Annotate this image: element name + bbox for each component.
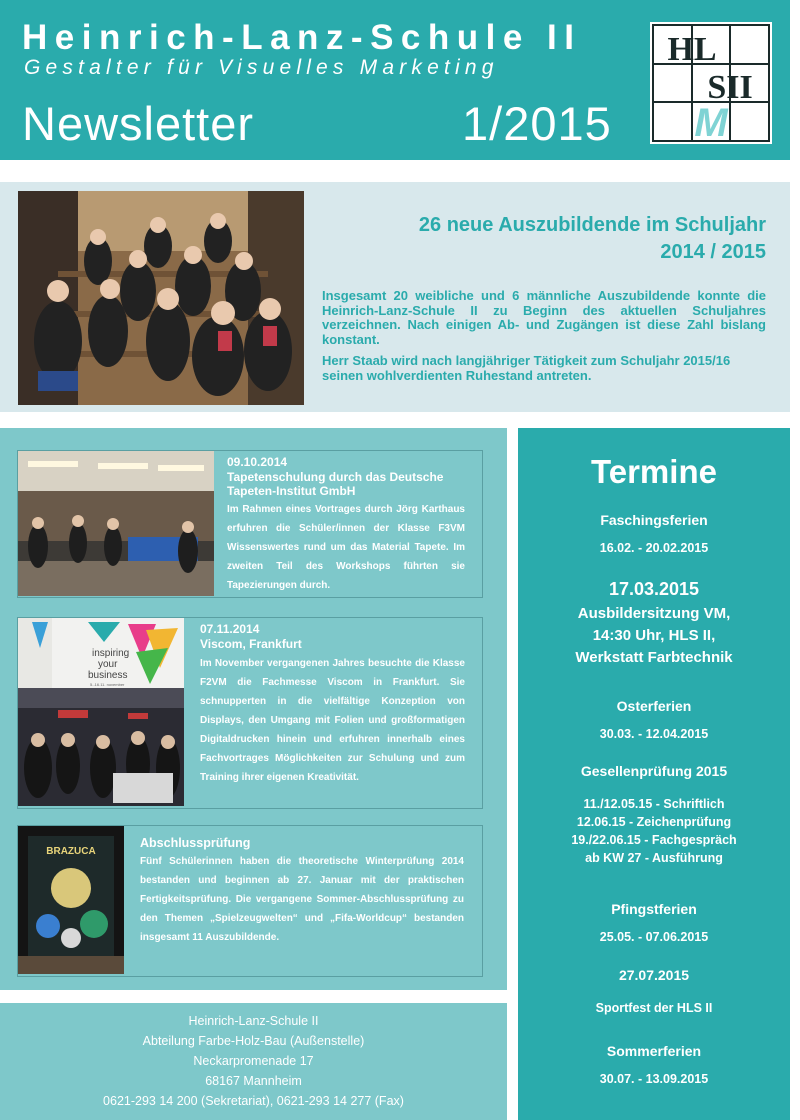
footer-street: Neckarpromenade 17 bbox=[193, 1054, 314, 1068]
termin-sportfest-date: 27.07.2015 bbox=[618, 967, 690, 983]
news-title-2: Viscom, Frankfurt bbox=[200, 637, 302, 651]
school-logo bbox=[650, 22, 772, 144]
viscom-fair-photo bbox=[18, 688, 184, 806]
termin-pfingstferien-label: Pfingstferien bbox=[611, 901, 697, 917]
gesellenpruefung-item-3: 19./22.06.15 - Fachgespräch bbox=[571, 833, 737, 847]
gesellenpruefung-item-1: 11./12.05.15 - Schriftlich bbox=[583, 797, 725, 811]
brazuca-text: BRAZUCA bbox=[46, 846, 96, 857]
termin-faschingsferien-label: Faschingsferien bbox=[600, 512, 708, 528]
school-subtitle: Gestalter für Visuelles Marketing bbox=[24, 56, 499, 79]
intro-heading bbox=[320, 212, 766, 266]
news-date-1: 09.10.2014 bbox=[227, 455, 288, 469]
viscom-banner-photo bbox=[18, 618, 184, 688]
viscom-banner-text-3: business bbox=[88, 670, 128, 681]
news-body-2: Im November vergangenen Jahres besuchte die Klasse F2VM die Fachmesse Viscom in Frankfurt. Sie schnupperten in die vielfältige Konzeption von Displays, den Umgang mit Folien und großformatigen Digitaldrucken hinein und erfuhren innerhalb eines Fachvortrages Möglichkeiten zur Schulung und zum Training ihrer eigenen Kreativität. bbox=[200, 658, 465, 783]
newsletter-title: Newsletter bbox=[22, 97, 255, 150]
gesellenpruefung-item-4: ab KW 27 - Ausführung bbox=[585, 851, 723, 865]
termin-sportfest-label: Sportfest der HLS II bbox=[595, 1001, 713, 1015]
news-title-3: Abschlussprüfung bbox=[140, 836, 251, 850]
termin-ausbildersitzung-line3: Werkstatt Farbtechnik bbox=[575, 649, 733, 666]
termin-faschingsferien-dates: 16.02. - 20.02.2015 bbox=[599, 541, 709, 555]
news-date-2: 07.11.2014 bbox=[200, 622, 260, 636]
newsletter-issue: 1/2015 bbox=[462, 97, 612, 150]
news-body-1: Im Rahmen eines Vortrages durch Jörg Karthaus erfuhren die Schüler/innen der Klasse F3VM Wissenswertes rund um das Material Tapete. Im zweiten Teil des Workshops führten sie Tapezierungen durch. bbox=[227, 504, 465, 591]
intro-heading-line2: 2014 / 2015 bbox=[660, 241, 766, 263]
logo-m: M bbox=[694, 101, 728, 142]
footer-department: Abteilung Farbe-Holz-Bau (Außenstelle) bbox=[142, 1034, 365, 1048]
intro-paragraph: Insgesamt 20 weibliche und 6 männliche Auszubildende konnte die Heinrich-Lanz-Schule II zu Beginn des aktuellen Schuljahres verzeichnen. Nach einigen Ab- und Zugängen ist diese Zahl bislang konstant. bbox=[322, 288, 766, 347]
exam-display-photo bbox=[18, 826, 124, 974]
footer-phone: 0621-293 14 200 (Sekretariat), 0621-293 14 277 (Fax) bbox=[103, 1094, 404, 1108]
termin-ausbildersitzung-line1: Ausbildersitzung VM, bbox=[577, 605, 731, 622]
intro-heading-line1: 26 neue Auszubildende im Schuljahr bbox=[418, 214, 766, 236]
viscom-banner-text-2: your bbox=[98, 659, 118, 670]
hlsii-logo-graphic bbox=[652, 24, 770, 142]
school-name: Heinrich-Lanz-Schule II bbox=[22, 18, 582, 57]
termin-gesellenpruefung-label: Gesellenprüfung 2015 bbox=[580, 763, 728, 779]
termin-pfingstferien-dates: 25.05. - 07.06.2015 bbox=[599, 930, 709, 944]
termin-sommerferien-dates: 30.07. - 13.09.2015 bbox=[599, 1072, 709, 1086]
termin-sommerferien-label: Sommerferien bbox=[606, 1043, 702, 1059]
news-title-1: Tapetenschulung durch das Deutsche Tapeten-Institut GmbH bbox=[227, 470, 444, 498]
footer-city: 68167 Mannheim bbox=[205, 1074, 302, 1088]
termin-ausbildersitzung-line2: 14:30 Uhr, HLS II, bbox=[592, 627, 716, 644]
termin-osterferien-dates: 30.03. - 12.04.2015 bbox=[599, 727, 709, 741]
viscom-banner-text-1: inspiring bbox=[92, 648, 130, 659]
intro-paragraph-retirement: Herr Staab wird nach langjähriger Tätigkeit zum Schuljahr 2015/16 seinen wohlverdienten Ruhestand antreten. bbox=[322, 353, 731, 383]
logo-hl: HL bbox=[667, 31, 717, 68]
termin-osterferien-label: Osterferien bbox=[616, 698, 692, 714]
news-body-3: Fünf Schülerinnen haben die theoretische Winterprüfung 2014 bestanden und beginnen ab 27. Januar mit der praktischen Fertigkeitsprüfung. Die vergangene Sommer-Abschlussprüfung zu den Themen „Spielzeugwelten“ und „Fifa-Worldcup“ bestanden insgesamt 11 Auszubildende. bbox=[140, 856, 464, 943]
gesellenpruefung-item-2: 12.06.15 - Zeichenprüfung bbox=[576, 815, 732, 829]
viscom-banner-dates: 5.-16.11. november bbox=[90, 682, 125, 687]
logo-sii: SII bbox=[707, 69, 753, 106]
class-group-photo bbox=[18, 191, 304, 405]
workshop-photo bbox=[18, 451, 214, 596]
termine-title: Termine bbox=[591, 453, 717, 490]
footer-school-name: Heinrich-Lanz-Schule II bbox=[188, 1014, 319, 1028]
termin-ausbildersitzung-date: 17.03.2015 bbox=[608, 579, 700, 599]
